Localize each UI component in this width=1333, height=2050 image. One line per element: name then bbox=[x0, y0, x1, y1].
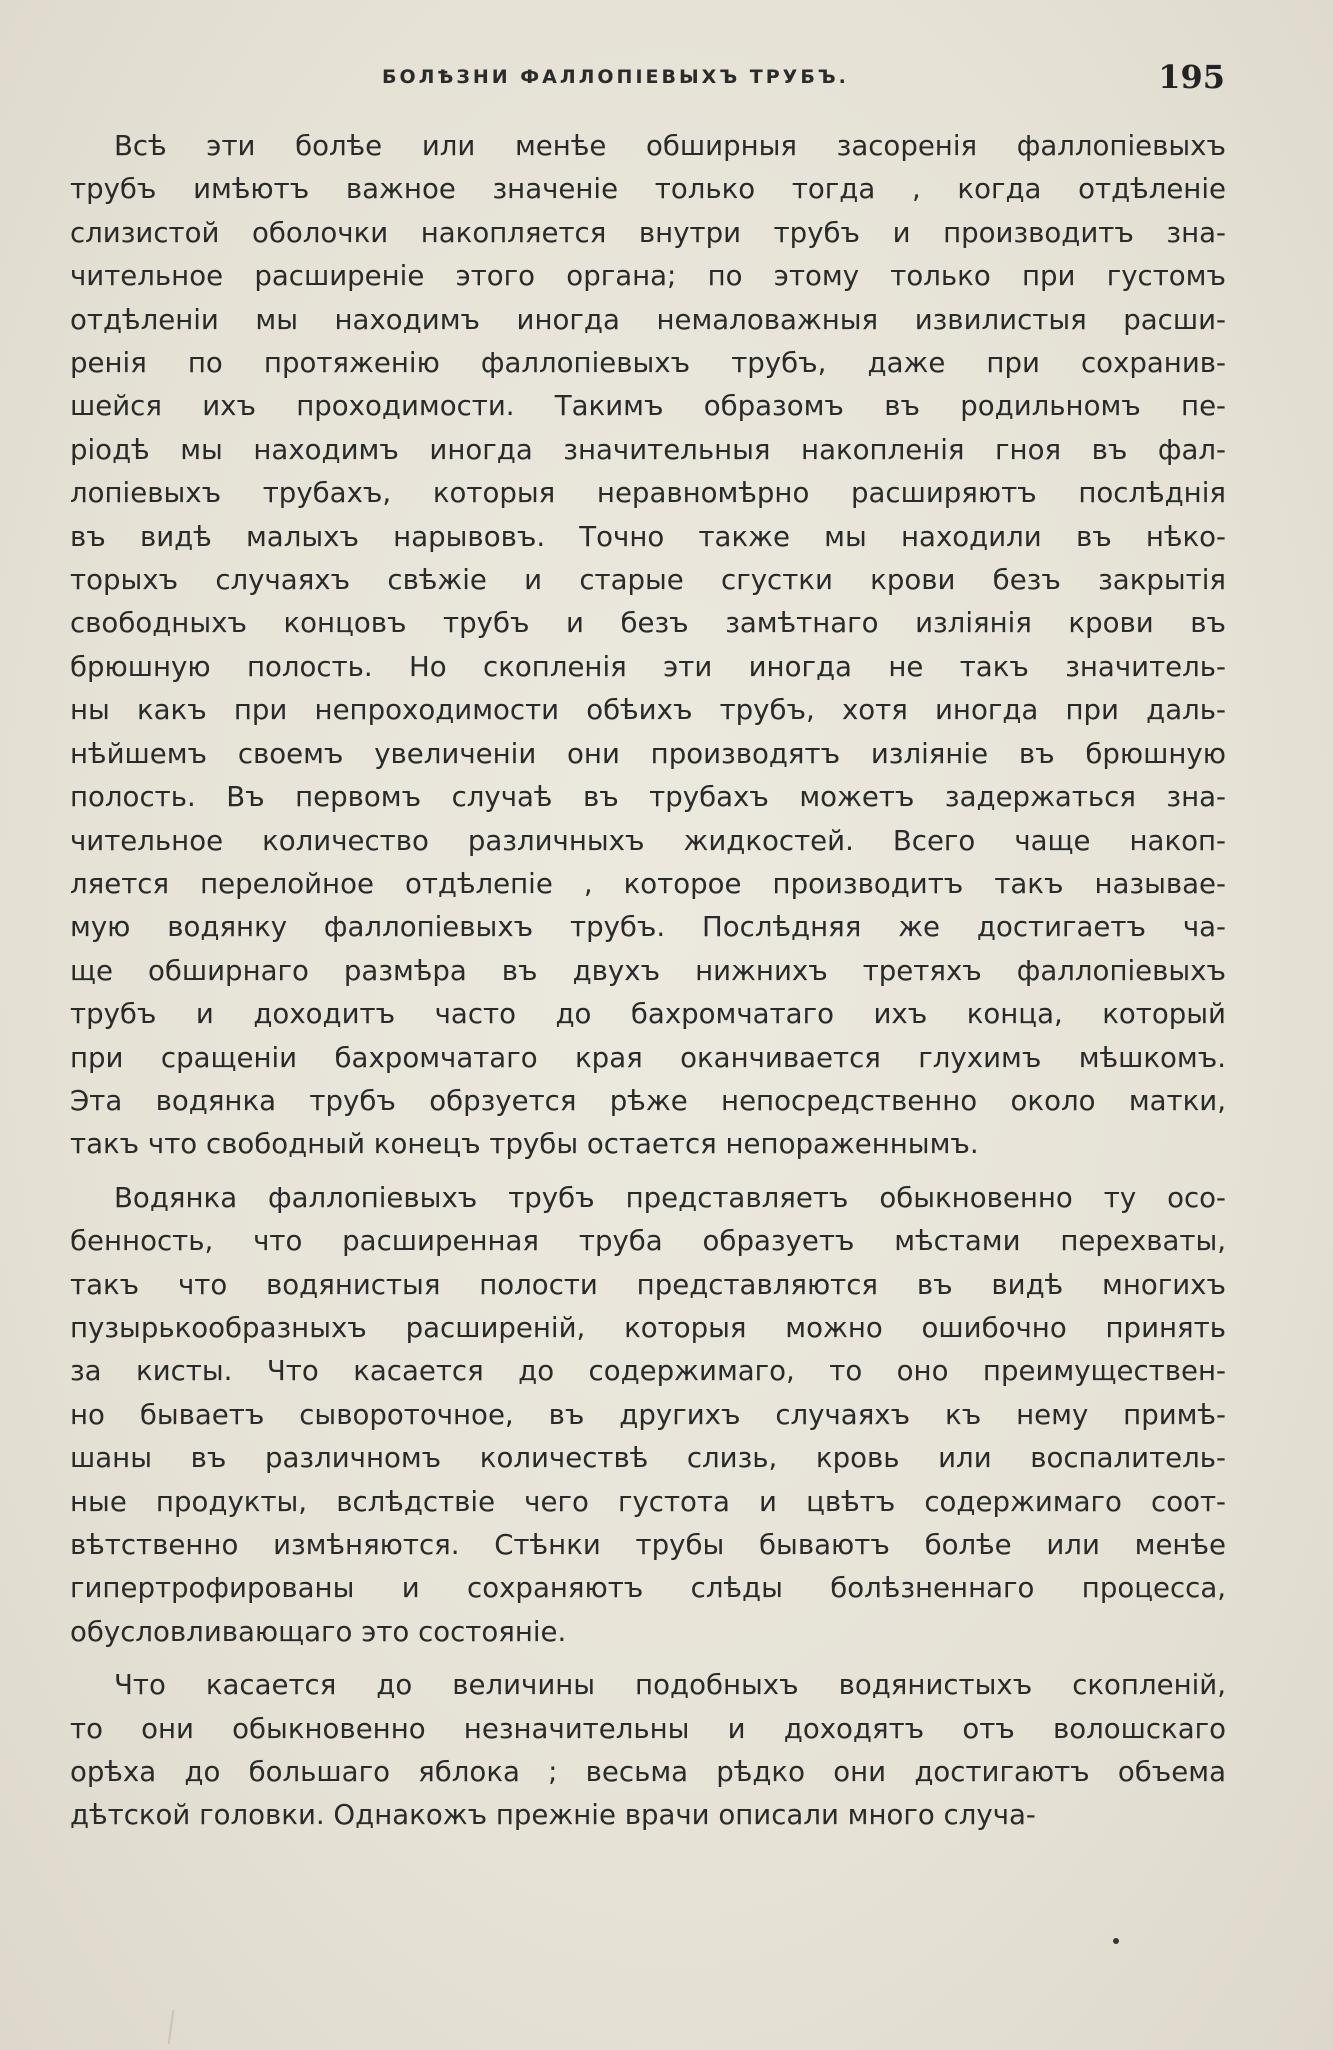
page-number: 195 bbox=[1158, 58, 1225, 96]
body-text bbox=[70, 124, 1226, 1847]
text-line: Что касается до величины подобныхъ водянистыхъ скопленій, bbox=[114, 1668, 1226, 1702]
text-line: обусловливающаго это состояніе. bbox=[70, 1614, 567, 1648]
paragraph bbox=[70, 1176, 1226, 1653]
text-line: трубъ имѣютъ важное значеніе только тогда , когда отдѣленіе bbox=[70, 172, 1226, 206]
text-line: ренія по протяженію фаллопіевыхъ трубъ, даже при сохранив- bbox=[70, 346, 1226, 380]
text-line: слизистой оболочки накопляется внутри трубъ и производитъ зна- bbox=[70, 215, 1226, 249]
text-line: отдѣленіи мы находимъ иногда немаловажныя извилистыя расши- bbox=[70, 302, 1226, 336]
text-line: при сращеніи бахромчатаго края оканчивается глухимъ мѣшкомъ. bbox=[70, 1040, 1226, 1074]
text-line: Эта водянка трубъ обрзуется рѣже непосредственно около матки, bbox=[70, 1083, 1226, 1117]
text-line: нѣйшемъ своемъ увеличеніи они производятъ изліяніе въ брюшную bbox=[70, 736, 1226, 770]
text-line: шаны въ различномъ количествѣ слизь, кровь или воспалитель- bbox=[70, 1441, 1226, 1475]
text-line: полость. Въ первомъ случаѣ въ трубахъ можетъ задержаться зна- bbox=[70, 780, 1226, 814]
text-line: чительное количество различныхъ жидкостей. Всего чаще накоп- bbox=[70, 823, 1226, 857]
text-line: гипертрофированы и сохраняютъ слѣды болѣзненнаго процесса, bbox=[70, 1571, 1226, 1605]
text-line: ляется перелойное отдѣлепіе , которое производитъ такъ называе- bbox=[70, 866, 1226, 900]
text-line: трубъ и доходитъ часто до бахромчатаго ихъ конца, который bbox=[70, 997, 1226, 1031]
text-line: торыхъ случаяхъ свѣжіе и старые сгустки крови безъ закрытія bbox=[70, 563, 1226, 597]
text-line: бенность, что расширенная труба образуетъ мѣстами перехваты, bbox=[70, 1224, 1226, 1258]
text-line: дѣтской головки. Однакожъ прежніе врачи описали много случа- bbox=[70, 1798, 1036, 1832]
text-line: въ видѣ малыхъ нарывовъ. Точно также мы находили въ нѣко- bbox=[70, 519, 1226, 553]
paragraph bbox=[70, 124, 1226, 1166]
paper-scratch bbox=[168, 2010, 175, 2044]
text-line: Водянка фаллопіевыхъ трубъ представляетъ обыкновенно ту осо- bbox=[114, 1180, 1226, 1214]
text-line: то они обыкновенно незначительны и доходятъ отъ волошскаго bbox=[70, 1711, 1226, 1745]
text-line: чительное расширеніе этого органа; по этому только при густомъ bbox=[70, 259, 1226, 293]
text-line: ны какъ при непроходимости обѣихъ трубъ, хотя иногда при даль- bbox=[70, 693, 1226, 727]
text-line: за кисты. Что касается до содержимаго, то оно преимуществен- bbox=[70, 1354, 1226, 1388]
text-line: такъ что водянистыя полости представляются въ видѣ многихъ bbox=[70, 1267, 1226, 1301]
text-line: ные продукты, вслѣдствіе чего густота и цвѣтъ содержимаго соот- bbox=[70, 1484, 1226, 1518]
text-line: брюшную полость. Но скопленія эти иногда не такъ значитель- bbox=[70, 649, 1226, 683]
text-line: ще обширнаго размѣра въ двухъ нижнихъ третяхъ фаллопіевыхъ bbox=[70, 953, 1226, 987]
text-line: мую водянку фаллопіевыхъ трубъ. Послѣдняя же достигаетъ ча- bbox=[70, 910, 1226, 944]
text-line: пузырькообразныхъ расширеній, которыя можно ошибочно принять bbox=[70, 1310, 1226, 1344]
text-line: вѣтственно измѣняются. Стѣнки трубы бываютъ болѣе или менѣе bbox=[70, 1528, 1226, 1561]
text-line: такъ что свободный конецъ трубы остается непораженнымъ. bbox=[70, 1127, 979, 1161]
text-line: ріодѣ мы находимъ иногда значительныя накопленія гноя въ фал- bbox=[70, 432, 1226, 466]
page-header bbox=[120, 58, 1225, 98]
running-head: БОЛѢЗНИ ФАЛЛОПІЕВЫХЪ ТРУБЪ. bbox=[382, 66, 849, 88]
text-line: свободныхъ концовъ трубъ и безъ замѣтнаго изліянія крови въ bbox=[70, 606, 1226, 640]
text-line: лопіевыхъ трубахъ, которыя неравномѣрно расширяютъ послѣднія bbox=[70, 476, 1226, 510]
paragraph bbox=[70, 1663, 1226, 1837]
text-line: но бываетъ сывороточное, въ другихъ случаяхъ къ нему примѣ- bbox=[70, 1397, 1226, 1431]
ink-speck bbox=[1113, 1938, 1119, 1944]
text-line: орѣха до большаго яблока ; весьма рѣдко они достигаютъ объема bbox=[70, 1755, 1226, 1789]
text-line: шейся ихъ проходимости. Такимъ образомъ въ родильномъ пе- bbox=[70, 389, 1226, 423]
text-line: Всѣ эти болѣе или менѣе обширныя засоренія фаллопіевыхъ bbox=[114, 129, 1226, 162]
